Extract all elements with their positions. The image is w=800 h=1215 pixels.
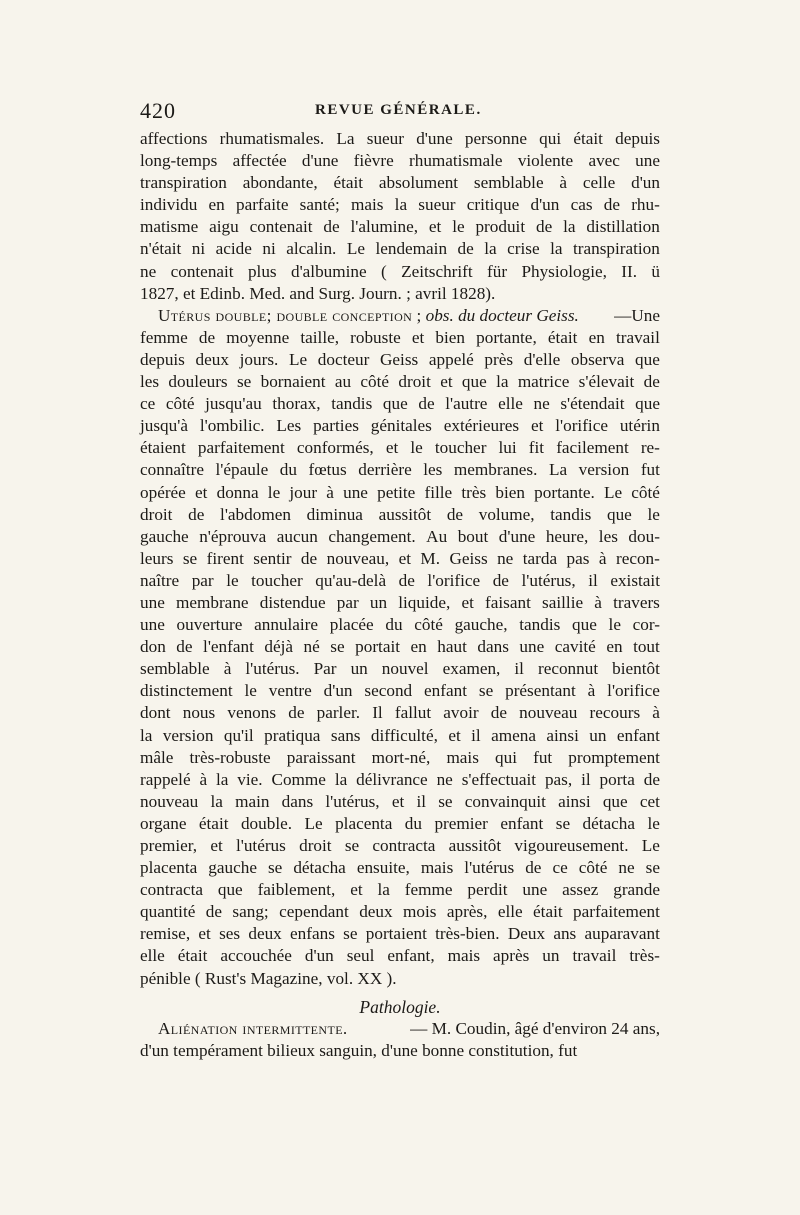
text-line: connaître l'épaule du fœtus derrière les membranes. La version fut bbox=[140, 460, 660, 480]
text-line: quantité de sang; cependant deux mois après, elle était parfaitement bbox=[140, 902, 660, 922]
paragraph-rhumatismales bbox=[140, 128, 660, 305]
text-line: ne contenait plus d'albumine ( Zeitschrift für Physiologie, II. ü bbox=[140, 261, 660, 281]
text-line: depuis deux jours. Le docteur Geiss appelé près d'elle observa que bbox=[140, 349, 660, 369]
text-line: ce côté jusqu'au thorax, tandis que de l'autre elle ne s'étendait que bbox=[140, 394, 660, 414]
text-line: remise, et ses deux enfans se portaient très-bien. Deux ans auparavant bbox=[140, 924, 660, 944]
text-line: affections rhumatismales. La sueur d'une personne qui était depuis bbox=[140, 129, 660, 148]
text-line: matisme aigu contenait de l'alumine, et le produit de la distillation bbox=[140, 217, 660, 237]
text-line: long-temps affectée d'une fièvre rhumatismale violente avec une bbox=[140, 151, 660, 171]
text-line: don de l'enfant déjà né se portait en haut dans une cavité en tout bbox=[140, 637, 660, 657]
text-line: dont nous venons de parler. Il fallut avoir de nouveau recours à bbox=[140, 703, 660, 723]
text-line: gauche n'éprouva aucun changement. Au bout d'une heure, les dou- bbox=[140, 526, 660, 546]
text-line: leurs se firent sentir de nouveau, et M. Geiss ne tarda pas à recon- bbox=[140, 548, 660, 568]
text-line: premier, et l'utérus droit se contracta aussitôt vigoureusement. Le bbox=[140, 836, 660, 855]
running-title: REVUE GÉNÉRALE. bbox=[315, 102, 482, 118]
paragraph-first-line bbox=[140, 1018, 660, 1040]
text-line: une membrane distendue par un liquide, et faisant saillie à travers bbox=[140, 592, 660, 612]
text-line: organe était double. Le placenta du premier enfant se détacha le bbox=[140, 813, 660, 833]
text-line: jusqu'à l'ombilic. Les parties génitales extérieures et l'orifice utérin bbox=[140, 416, 660, 436]
text-line: mâle très-robuste paraissant mort-né, mais qui fut promptement bbox=[140, 747, 660, 767]
text-line: rappelé à la vie. Comme la délivrance ne s'effectuait pas, il porta de bbox=[140, 769, 660, 789]
text-line: —Une bbox=[614, 305, 660, 325]
text-line: nouveau la main dans l'utérus, et il se convainquit ainsi que cet bbox=[140, 791, 660, 811]
text-line: — M. Coudin, âgé d'environ 24 ans, bbox=[410, 1018, 660, 1038]
page-number: 420 bbox=[140, 98, 176, 123]
text-line: d'un tempérament bilieux sanguin, d'une bonne constitution, fut bbox=[140, 1040, 578, 1060]
paragraph-alienation bbox=[140, 1018, 660, 1062]
observation-credit: obs. du docteur Geiss. bbox=[425, 305, 579, 325]
article-heading: Aliénation intermittente. bbox=[158, 1018, 348, 1038]
page-header bbox=[140, 98, 660, 126]
text-line: pénible ( Rust's Magazine, vol. XX ). bbox=[140, 968, 397, 988]
paragraph-uterus-double bbox=[140, 305, 660, 990]
text-line: naître par le toucher qu'au-delà de l'orifice de l'utérus, il existait bbox=[140, 570, 660, 590]
section-heading: Pathologie. bbox=[359, 996, 441, 1017]
text-line: contracta que faiblement, et la femme perdit une assez grande bbox=[140, 880, 660, 900]
text-line: les douleurs se bornaient au côté droit et que la matrice s'élevait de bbox=[140, 372, 660, 392]
text-line: femme de moyenne taille, robuste et bien portante, était en travail bbox=[140, 327, 660, 347]
text-line: transpiration abondante, était absolument semblable à celle d'un bbox=[140, 173, 660, 193]
text-line: semblable à l'utérus. Par un nouvel examen, il reconnut bientôt bbox=[140, 659, 660, 679]
article-heading: Utérus double; double conception bbox=[158, 305, 413, 325]
text-line: opérée et donna le jour à une petite fille très bien portante. Le côté bbox=[140, 482, 660, 502]
body-text bbox=[140, 128, 660, 1062]
text-line: étaient parfaitement conformés, et le toucher lui fit facilement re- bbox=[140, 438, 660, 458]
text-line: une ouverture annulaire placée du côté gauche, tandis que le cor- bbox=[140, 615, 660, 635]
text-line: placenta gauche se détacha ensuite, mais l'utérus de ce côté ne se bbox=[140, 858, 660, 878]
text-line: droit de l'abdomen diminua aussitôt de volume, tandis que le bbox=[140, 504, 660, 524]
paragraph-first-line: Utérus double; double conception ; obs. du docteur Geiss. —Une bbox=[140, 305, 660, 327]
text-line: la version qu'il pratiqua sans difficulté, et il amena ainsi un enfant bbox=[140, 725, 660, 745]
text-line: individu en parfaite santé; mais la sueur critique d'un cas de rhu- bbox=[140, 195, 660, 215]
text-line: distinctement le ventre d'un second enfant se présentant à l'orifice bbox=[140, 681, 660, 701]
text-line: n'était ni acide ni alcalin. Le lendemain de la crise la transpiration bbox=[140, 239, 660, 259]
text-line: elle était accouchée d'un seul enfant, mais après un travail très- bbox=[140, 946, 660, 966]
text-line: 1827, et Edinb. Med. and Surg. Journ. ; avril 1828). bbox=[140, 283, 496, 303]
